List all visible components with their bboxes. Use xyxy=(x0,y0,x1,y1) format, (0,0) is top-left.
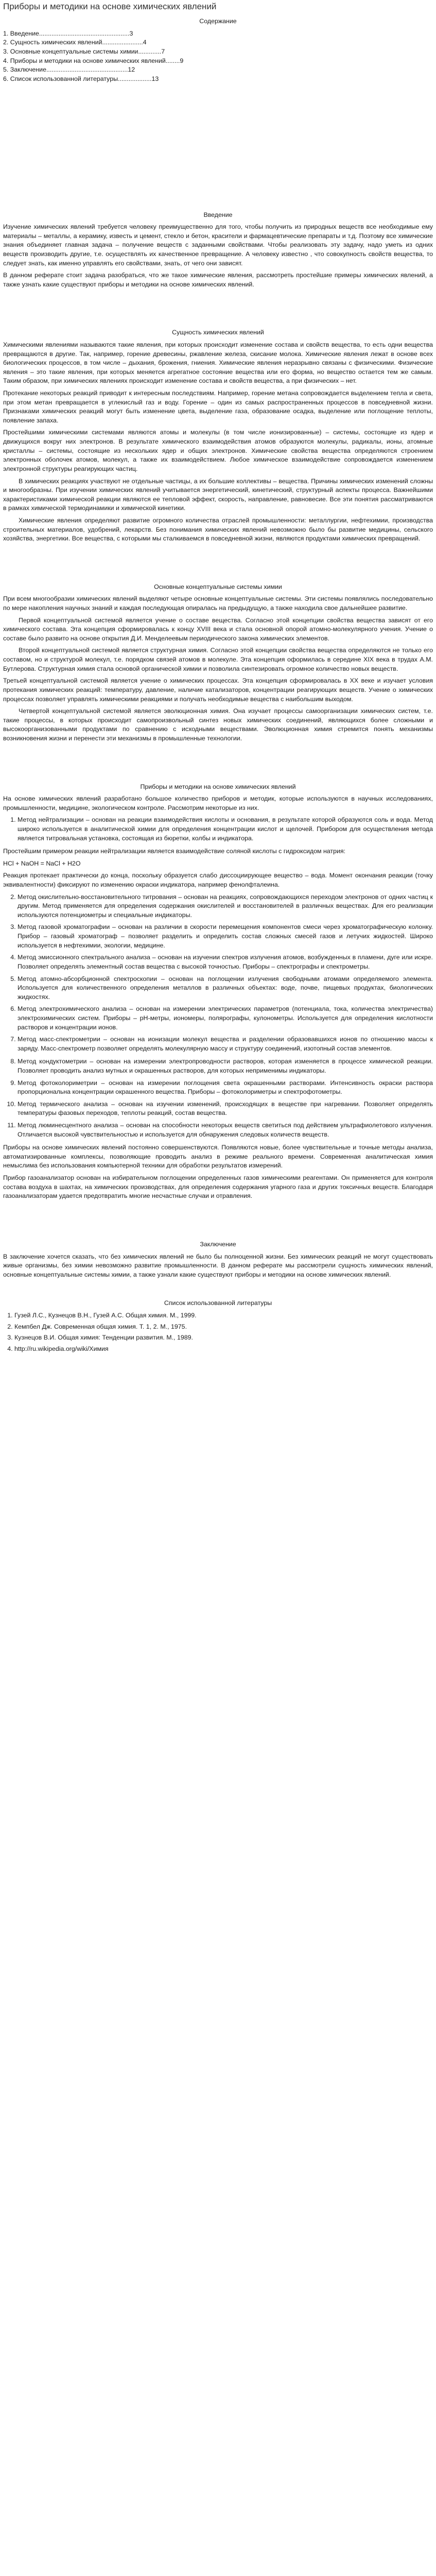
device-item: 11. Метод люминесцентного анализа – основан на способности некоторых веществ светиться под действием ультрафиолетового излучения. Отличается высокой чувствительностью и используется для обнаружения следовых количеств веществ. xyxy=(18,1121,433,1139)
intro-paragraph: Изучение химических явлений требуется человеку преимущественно для того, чтобы получить из природных веществ все необходимые ему материалы – металлы, а керамику, известь и цемент, стекло и бетон, красители и фармацевтические препараты и т.д. Поэтому все химические знания объединяет главная задача – получение веществ с заданными свойствами. Чтобы реализовать эту задачу, надо уметь из одних веществ производить другие, т.е. осуществлять их качественное превращение. А человеку известно , что совокупность свойств вещества, то следует знать, как именно управлять его свойствами, знать, от чего они зависят. xyxy=(3,223,433,267)
toc-item[interactable]: 1. Введение...................................................3 xyxy=(3,29,133,37)
device-item: 4. Метод эмиссионного спектрального анализа – основан на изучении спектров излучения атомов, возбужденных в пламени, дуге или искре. Позволяет определять элементный состав вещества с высокой точностью. Приборы – спектрографы и спектрометры. xyxy=(18,953,433,971)
intro-heading: Введение xyxy=(203,211,233,218)
reaction-formula: HCl + NaOH = NaCl + H2O xyxy=(3,859,81,867)
concepts-heading: Основные концептуальные системы химии xyxy=(154,583,282,590)
devices-list xyxy=(3,816,433,843)
reference-item[interactable]: 4. http://ru.wikipedia.org/wiki/Химия xyxy=(14,1345,433,1354)
device-item: 1. Метод нейтрализации – основан на реакции взаимодействия кислоты и основания, в результате которой образуются соль и вода. Метод широко используется в аналитической химии для определения концентрации кислот и щелочей. Прибором для осуществления метода является титровальная установка, состоящая из бюретки, колбы и индикатора. xyxy=(18,816,433,843)
device-item: 10. Метод термического анализа – основан на изучении изменений, происходящих в веществе при нагревании. Позволяет определять температуры фазовых переходов, теплоты реакций, состав вещества. xyxy=(18,1100,433,1118)
device-item: 6. Метод электрохимического анализа – основан на измерении электрических параметров (потенциала, тока, количества электричества) электрохимических систем. Приборы – pH-метры, иономеры, полярографы, кулонометры. Используется для определения кислотности растворов и концентрации ионов. xyxy=(18,1005,433,1032)
spacer xyxy=(3,87,433,206)
spacer xyxy=(3,747,433,777)
reference-item: 2. Кемпбел Дж. Современная общая химия. Т. 1, 2. М., 1975. xyxy=(14,1323,433,1332)
toc-item[interactable]: 3. Основные концептуальные системы химии.............7 xyxy=(3,48,165,56)
devices-paragraph: Прибор газоанализатор основан на избирательном поглощении определенных газов химическими реагентами. Он применяется для контроля состава воздуха в шахтах, на химических производствах, для определения содержания угарного газа и других токсичных веществ. Благодаря газоанализаторам удается предотвратить многие несчастные случаи и отравления. xyxy=(3,1174,433,1200)
references-heading: Список использованной литературы xyxy=(164,1299,272,1307)
spacer xyxy=(3,1204,433,1235)
device-item: 2. Метод окислительно-восстановительного титрования – основан на реакциях, сопровождающихся переходом электронов от одних частиц к другим. Метод применяется для определения содержания окислителей и восстановителей в различных веществах. Для его реализации используются потенциометры и специальные индикаторы. xyxy=(18,893,433,920)
essence-paragraph: В химических реакциях участвуют не отдельные частицы, а их большие коллективы – вещества. Причины химических изменений сложны и многообразны. При изучении химических явлений учитывается энергетический, кинетический, структурный аспекты процесса. Важнейшими характеристиками химической реакции являются ее тепловой эффект, скорость, направление, равновесие. Все эти понятия рассматриваются в рамках химической термодинамики и химической кинетики. xyxy=(3,477,433,512)
device-item: 8. Метод кондуктометрии – основан на измерении электропроводности растворов, которая изменяется в процессе химической реакции. Позволяет проводить анализ мутных и окрашенных растворов, для которых неприменимы индикаторы. xyxy=(18,1057,433,1075)
spacer xyxy=(3,547,433,578)
reference-item: 3. Кузнецов В.И. Общая химия: Тенденции развития. М., 1989. xyxy=(14,1333,433,1343)
conclusion-paragraph: В заключение хочется сказать, что без химических явлений не было бы полноценной жизни. Без химических реакций не могут существовать живые организмы, без химии невозможно развитие промышленности. В данном реферате мы рассмотрели сущность химических явлений, основные концептуальные системы химии, а также узнали какие существуют приборы и методики на основе химических явлений. xyxy=(3,1252,433,1278)
spacer xyxy=(3,1282,433,1294)
formula-intro: Простейшим примером реакции нейтрализации является взаимодействие соляной кислоты с гидроксидом натрия: xyxy=(3,848,346,855)
devices-list xyxy=(3,1057,433,1139)
devices-paragraph: Приборы на основе химических явлений постоянно совершенствуются. Появляются новые, более чувствительные и точные методы анализа, автоматизированные комплексы, позволяющие проводить анализ в режиме реального времени. Современная аналитическая химия немыслима без использования компьютерной техники для обработки результатов измерений. xyxy=(3,1144,433,1170)
concepts-paragraph: Четвертой концептуальной системой является эволюционная химия. Она изучает процессы самоорганизации химических систем, т.е. такие процессы, в которых происходит самопроизвольный синтез новых химических соединений, являющихся более сложными и высокоорганизованными продуктами по сравнению с исходными веществами. Эволюционная химия стремится понять механизмы возникновения жизни и перенести эти механизмы в промышленные технологии. xyxy=(3,707,433,742)
references-list xyxy=(3,1311,433,1353)
toc-heading: Содержание xyxy=(199,18,237,25)
essence-paragraph: Химические явления определяют развитие огромного количества отраслей промышленности: металлургии, нефтехимии, производства строительных материалов, удобрений, лекарств. Без понимания химических явлений невозможно было бы развитие медицины, сельского хозяйства, энергетики. Все вещества, с которыми мы сталкиваемся в повседневной жизни, являются продуктами химических превращений. xyxy=(3,516,433,543)
conclusion-heading: Заключение xyxy=(200,1240,236,1248)
device-item: 7. Метод масс-спектрометрии – основан на ионизации молекул вещества и разделении образовавшихся ионов по отношению массы к заряду. Масс-спектрометр позволяет определять молекулярную массу и структуру соединений, изотопный состав элементов. xyxy=(18,1035,433,1053)
devices-list xyxy=(3,893,433,1054)
devices-heading: Приборы и методики на основе химических явлений xyxy=(140,783,296,790)
concepts-paragraph: Третьей концептуальной системой является учение о химических процессах. Эта концепция сформировалась в XX веке и изучает условия протекания химических реакций: температуру, давление, наличие катализаторов, концентрации реагирующих веществ. Учение о химических процессах позволяет управлять химическими реакциями и получать необходимые вещества с наибольшим выходом. xyxy=(3,677,433,703)
formula-explanation: Реакция протекает практически до конца, поскольку образуется слабо диссоциирующее вещество – вода. Момент окончания реакции (точку эквивалентности) фиксируют по изменению окраски индикатора, например фенолфталеина. xyxy=(3,872,433,889)
concepts-paragraph: При всем многообразии химических явлений выделяют четыре основные концептуальные системы. Эти системы появлялись последовательно по мере накопления научных знаний и каждая последующая опиралась на предыдущую, а также находила свое дальнейшее развитие. xyxy=(3,595,433,612)
document-title: Приборы и методики на основе химических явлений xyxy=(3,2,217,11)
intro-paragraph: В данном реферате стоит задача разобраться, что же такое химические явления, рассмотреть простейшие примеры химических явлений, а также узнать какие существуют приборы и методики на основе химических явлений. xyxy=(3,272,433,288)
toc-item[interactable]: 6. Список использованной литературы...................13 xyxy=(3,75,159,82)
device-item: 9. Метод фотоколориметрии – основан на измерении поглощения света окрашенными растворами. Интенсивность окраски раствора пропорциональна концентрации окрашенного вещества. Приборы – фотоколориметры и спектрофотометры. xyxy=(18,1079,433,1097)
device-item: 5. Метод атомно-абсорбционной спектроскопии – основан на поглощении излучения свободными атомами определяемого элемента. Используется для количественного определения металлов в различных объектах: воде, почве, пищевых продуктах, биологических жидкостях. xyxy=(18,975,433,1002)
concepts-paragraph: Первой концептуальной системой является учение о составе вещества. Согласно этой концепции свойства вещества зависят от его химического состава. Эта концепция сформировалась к концу XVIII века и стала основной опорой атомно-молекулярного учения. Учение о составе было развито на основе открытия Д.И. Менделеевым периодического закона химических элементов. xyxy=(3,616,433,642)
essence-paragraph: Химическими явлениями называются такие явления, при которых происходит изменение состава и свойств вещества, то есть одни вещества превращаются в другие. Так, например, горение древесины, ржавление железа, скисание молока. Химические явления лежат в основе всех биологических процессов, в том числе – дыхания, брожения, гниения. Химические явления неразрывно связаны с физическими. Физические явления – это такие явления, при которых меняется агрегатное состояние вещества или его форма, но вещество остается тем же самым. Таким образом, при химических явлениях происходит изменение состава и свойств вещества, а при физических – нет. xyxy=(3,341,433,385)
toc-item[interactable]: 5. Заключение..............................................12 xyxy=(3,66,135,74)
reference-item: 1. Гузей Л.С., Кузнецов В.Н., Гузей А.С. Общая химия. М., 1999. xyxy=(14,1311,433,1320)
toc-item[interactable]: 2. Сущность химических явлений.......................4 xyxy=(3,39,147,46)
essence-paragraph: Протекание некоторых реакций приводит к интересным последствиям. Например, горение метана сопровождается выделением тепла и света, при этом метан превращается в углекислый газ и воду. Горение – один из самых распространенных процессов в повседневной жизни. Признаками химических реакций могут быть изменение цвета, выделение газа, образование осадка, выделение или поглощение теплоты, появление запаха. xyxy=(3,389,433,424)
devices-intro: На основе химических явлений разработано большое количество приборов и методик, которые используются в научных исследованиях, промышленности, медицине, экологическом контроле. Рассмотрим некоторые из них. xyxy=(3,795,433,811)
essence-paragraph: Простейшими химическими системами являются атомы и молекулы (в том числе ионизированные) – системы, состоящие из ядер и движущихся вокруг них электронов. В результате химического взаимодействия атомов образуются молекулы, радикалы, ионы, атомные кристаллы – системы, состоящие из нескольких ядер и общих электронов. Химические свойства вещества определяются строением электронных оболочек атомов, молекул, а также их взаимодействием. Любое химическое взаимодействие сопровождается изменением электронной структуры реагирующих частиц. xyxy=(3,429,433,472)
spacer xyxy=(3,292,433,323)
toc-list xyxy=(3,29,433,84)
device-item: 3. Метод газовой хроматографии – основан на различии в скорости перемещения компонентов смеси через хроматографическую колонку. Прибор – газовый хроматограф – позволяет разделить и определить состав сложных смесей газов и летучих жидкостей. Широко используется в нефтехимии, экологии, медицине. xyxy=(18,923,433,950)
essence-heading: Сущность химических явлений xyxy=(172,329,264,336)
concepts-paragraph: Второй концептуальной системой является структурная химия. Согласно этой концепции свойства вещества определяются не только его составом, но и структурой молекул, т.е. порядком связей атомов в молекуле. Эта концепция оформилась в середине XIX века в трудах А.М. Бутлерова. Структурная химия стала основой органической химии и позволила синтезировать огромное количество новых веществ. xyxy=(3,647,433,672)
toc-item[interactable]: 4. Приборы и методики на основе химических явлений........9 xyxy=(3,57,184,64)
